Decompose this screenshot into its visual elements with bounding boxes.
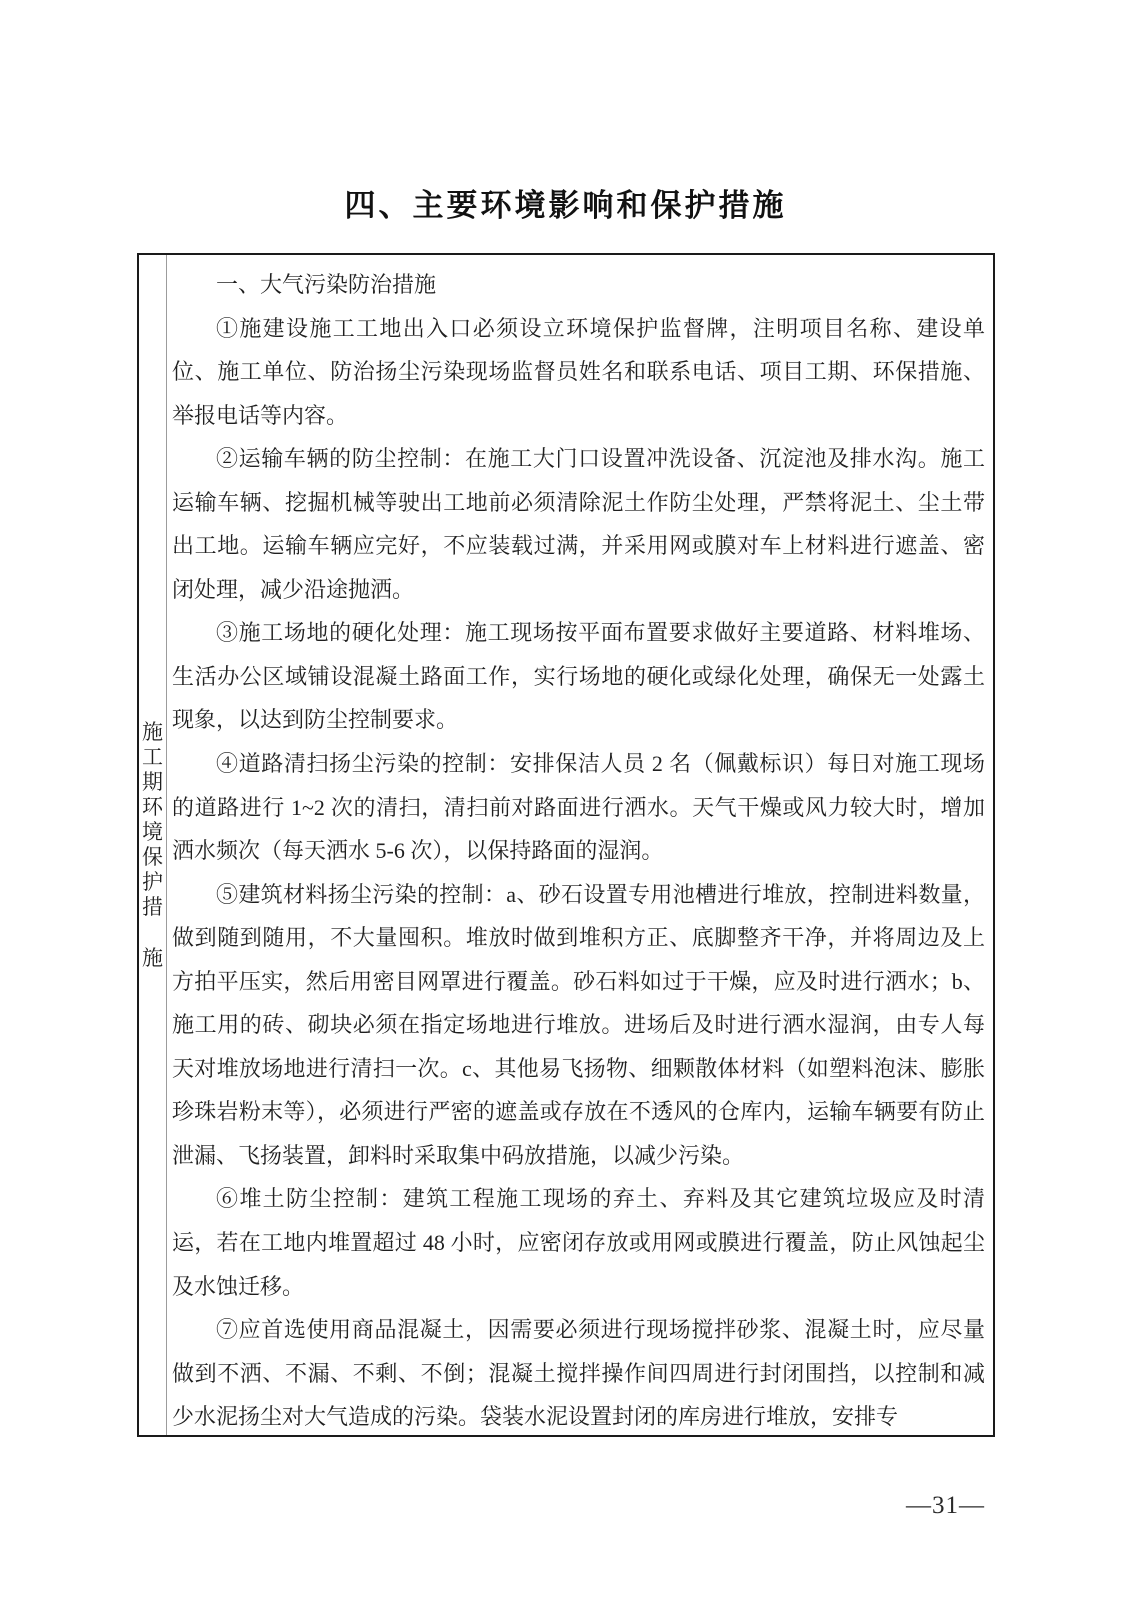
row-header-cell	[139, 255, 167, 1435]
table-body-cell	[167, 255, 993, 1435]
measures-table	[137, 253, 995, 1437]
page-number: —31—	[906, 1492, 985, 1519]
measure-paragraph-4: ④道路清扫扬尘污染的控制：安排保洁人员 2 名（佩戴标识）每日对施工现场的道路进行 1~2 次的清扫，清扫前对路面进行洒水。天气干燥或风力较大时，增加洒水频次（每天洒水 5-6 次），以保持路面的湿润。	[172, 751, 985, 864]
page-title: 四、主要环境影响和保护措施	[344, 188, 787, 223]
measure-paragraph-5: ⑤建筑材料扬尘污染的控制：a、砂石设置专用池槽进行堆放，控制进料数量，做到随到随用，不大量囤积。堆放时做到堆积方正、底脚整齐干净，并将周边及上方拍平压实，然后用密目网罩进行覆盖。砂石料如过于干燥，应及时进行洒水；b、施工用的砖、砌块必须在指定场地进行堆放。进场后及时进行洒水湿润，由专人每天对堆放场地进行清扫一次。c、其他易飞扬物、细颗散体材料（如塑料泡沫、膨胀珍珠岩粉末等），必须进行严密的遮盖或存放在不透风的仓库内，运输车辆要有防止泄漏、飞扬装置，卸料时采取集中码放措施，以减少污染。	[172, 881, 985, 1168]
row-header-vertical-label: 施 工 期 环 境 保 护 措 施	[142, 719, 163, 970]
measure-paragraph-1: ①施建设施工工地出入口必须设立环境保护监督牌，注明项目名称、建设单位、施工单位、防治扬尘污染现场监督员姓名和联系电话、项目工期、环保措施、举报电话等内容。	[172, 315, 985, 428]
measure-paragraph-7: ⑦应首选使用商品混凝土，因需要必须进行现场搅拌砂浆、混凝土时，应尽量做到不洒、不漏、不剩、不倒；混凝土搅拌操作间四周进行封闭围挡，以控制和减少水泥扬尘对大气造成的污染。袋装水泥设置封闭的库房进行堆放，安排专	[172, 1317, 985, 1430]
measure-paragraph-6: ⑥堆土防尘控制：建筑工程施工现场的弃土、弃料及其它建筑垃圾应及时清运，若在工地内堆置超过 48 小时，应密闭存放或用网或膜进行覆盖，防止风蚀起尘及水蚀迁移。	[172, 1186, 985, 1299]
measure-paragraph-3: ③施工场地的硬化处理：施工现场按平面布置要求做好主要道路、材料堆场、生活办公区域铺设混凝土路面工作，实行场地的硬化或绿化处理，确保无一处露土现象，以达到防尘控制要求。	[172, 620, 985, 733]
section-heading: 一、大气污染防治措施	[216, 272, 437, 297]
measure-paragraph-2: ②运输车辆的防尘控制：在施工大门口设置冲洗设备、沉淀池及排水沟。施工运输车辆、挖掘机械等驶出工地前必须清除泥土作防尘处理，严禁将泥土、尘土带出工地。运输车辆应完好，不应装载过满，并采用网或膜对车上材料进行遮盖、密闭处理，减少沿途抛洒。	[172, 446, 985, 602]
